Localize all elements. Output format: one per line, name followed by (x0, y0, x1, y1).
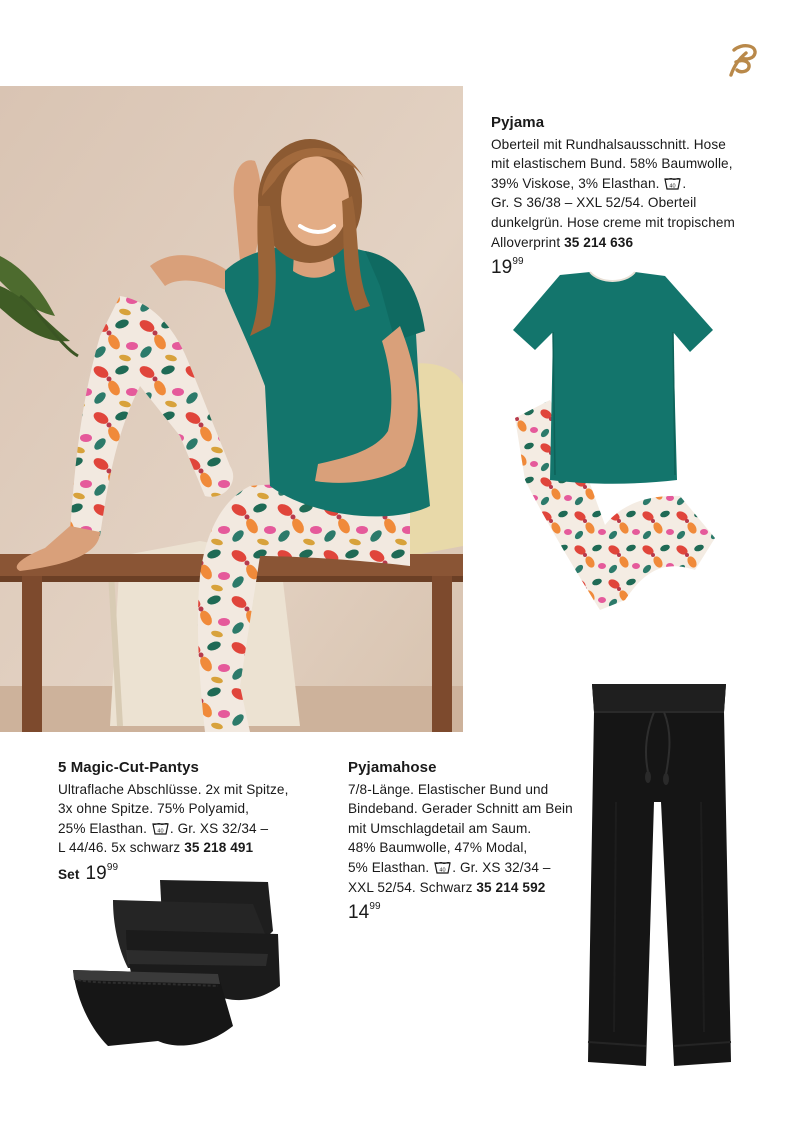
product-title: Pyjama (491, 114, 545, 131)
pyjamahose-product-image (586, 682, 732, 1072)
wash-40-icon (664, 177, 681, 190)
description-text: Alloverprint (491, 234, 561, 250)
description-text: 5% Elasthan. (348, 859, 430, 875)
price-main: 14 (348, 902, 370, 924)
svg-text:40: 40 (669, 183, 677, 190)
pyjamahose-description (348, 758, 588, 924)
description-line: Oberteil mit Rundhalsausschnitt. Hose (491, 136, 726, 152)
article-number: 35 214 592 (476, 879, 546, 895)
description-line: Ultraflache Abschlüsse. 2x mit Spitze, (58, 781, 289, 797)
description-text: 39% Viskose, 3% Elasthan. (491, 175, 660, 191)
price (348, 902, 381, 923)
description-line: mit elastischem Bund. 58% Baumwolle, (491, 156, 733, 172)
wash-40-icon (152, 822, 169, 835)
description-line: Gr. S 36/38 – XXL 52/54. Oberteil (491, 195, 697, 211)
pyjama-description (491, 113, 791, 279)
article-number: 35 218 491 (184, 840, 254, 856)
wash-40-icon (434, 861, 451, 874)
article-number: 35 214 636 (564, 234, 634, 250)
price-cents: 99 (369, 900, 381, 912)
pantys-product-image (68, 876, 288, 1058)
description-line: 3x ohne Spitze. 75% Polyamid, (58, 801, 250, 817)
description-line (58, 838, 338, 858)
svg-text:40: 40 (157, 828, 164, 835)
description-line (348, 858, 588, 878)
description-line (58, 819, 338, 839)
product-title: 5 Magic-Cut-Pantys (58, 759, 199, 776)
svg-text:40: 40 (439, 867, 446, 874)
description-line: dunkelgrün. Hose creme mit tropischem (491, 214, 735, 230)
description-line (491, 174, 791, 194)
pantys-description (58, 758, 338, 885)
brand-logo-icon (722, 40, 762, 80)
description-line (348, 878, 588, 898)
price-main: 19 (85, 862, 107, 884)
price-main: 19 (491, 257, 513, 279)
product-title: Pyjamahose (348, 759, 437, 776)
description-line: 7/8-Länge. Elastischer Bund und (348, 781, 549, 797)
price-cents: 99 (106, 861, 119, 873)
description-line (491, 233, 791, 253)
hero-photo (0, 86, 463, 732)
description-text: . Gr. XS 32/34 – (452, 859, 551, 875)
description-text: . Gr. XS 32/34 – (169, 820, 269, 836)
pyjama-product-image (505, 270, 720, 625)
description-line: 48% Baumwolle, 47% Modal, (348, 840, 528, 856)
description-text: . (682, 175, 687, 191)
set-label: Set (58, 866, 80, 882)
price-cents: 99 (512, 255, 524, 267)
description-line: Bindeband. Gerader Schnitt am Bein (348, 801, 573, 817)
description-text: L 44/46. 5x schwarz (58, 840, 181, 856)
description-text: 25% Elasthan. (58, 820, 147, 836)
description-line: mit Umschlagdetail am Saum. (348, 820, 532, 836)
description-text: XXL 52/54. Schwarz (348, 879, 473, 895)
